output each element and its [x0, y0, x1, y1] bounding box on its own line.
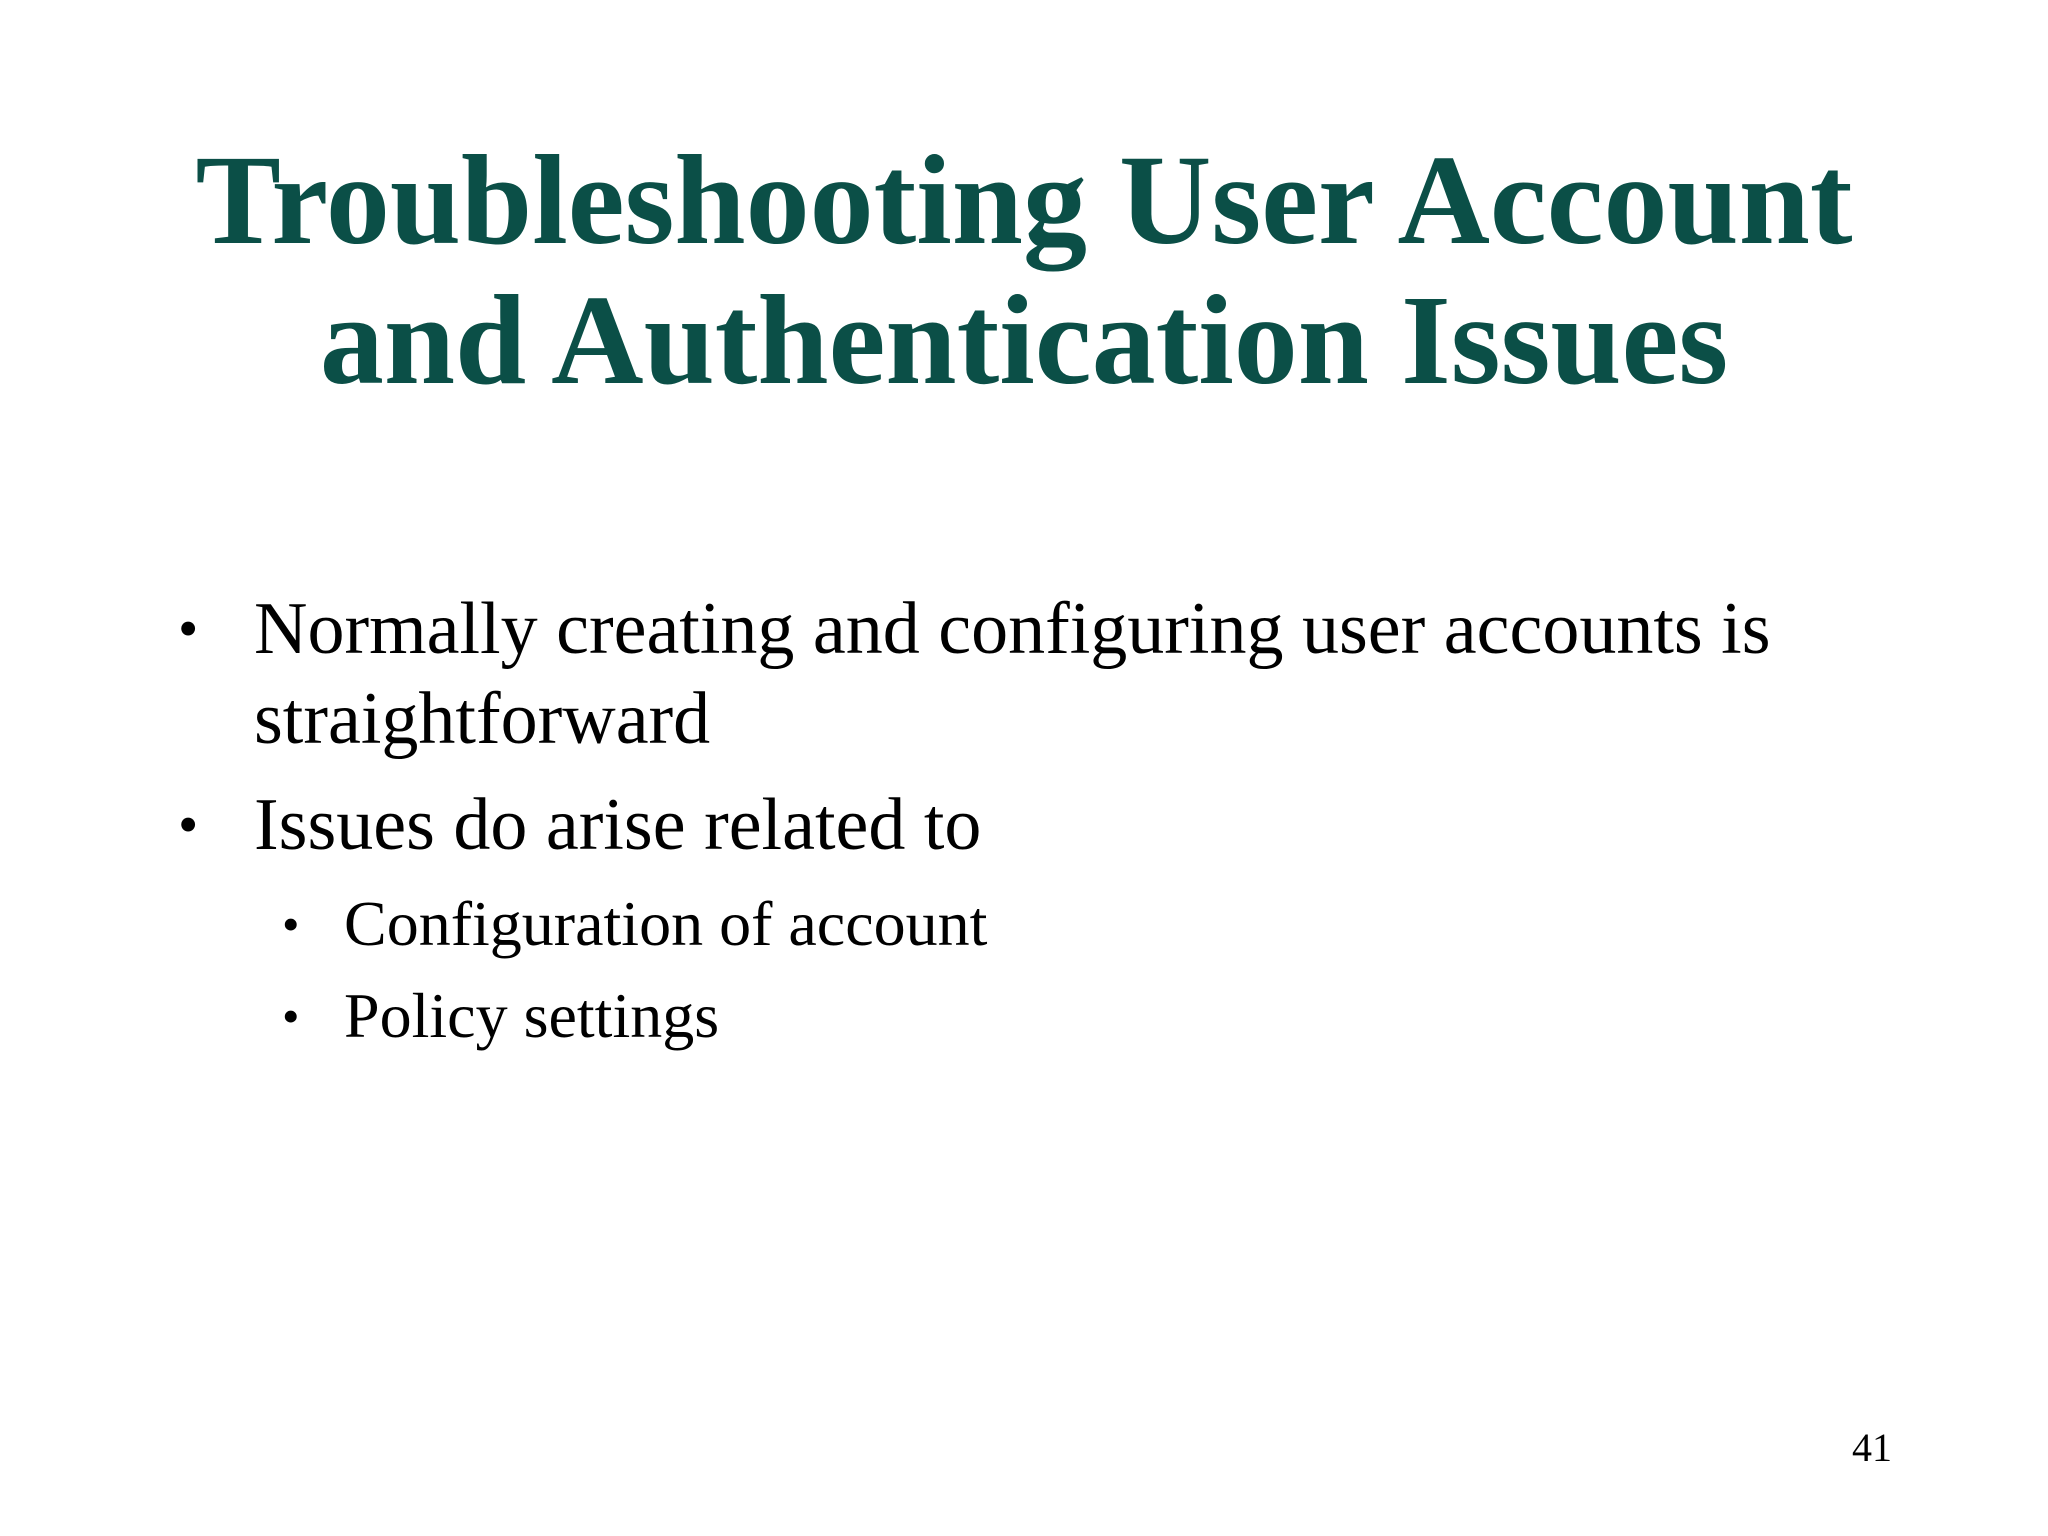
sub-bullet-text: Policy settings — [344, 980, 720, 1051]
bullet-item — [178, 780, 1898, 870]
sub-bullet-text: Configuration of account — [344, 888, 988, 959]
sub-bullet-item — [282, 976, 1782, 1056]
slide-title-line-1: Troubleshooting User Account — [195, 129, 1853, 271]
bullet-text: Issues do arise related to — [254, 784, 982, 866]
bullet-item — [178, 584, 1898, 764]
sub-bullet-item — [282, 884, 1782, 964]
sub-bullet-marker: • — [282, 896, 300, 952]
page-number: 41 — [1852, 1425, 1892, 1470]
bullet-marker: • — [178, 792, 199, 857]
sub-bullet-marker: • — [282, 988, 300, 1044]
slide-title-line-2: and Authentication Issues — [319, 269, 1729, 411]
bullet-marker: • — [178, 596, 199, 661]
slide-title — [0, 130, 2048, 410]
bullet-text: Normally creating and configuring user accounts is straightforward — [254, 588, 1771, 760]
